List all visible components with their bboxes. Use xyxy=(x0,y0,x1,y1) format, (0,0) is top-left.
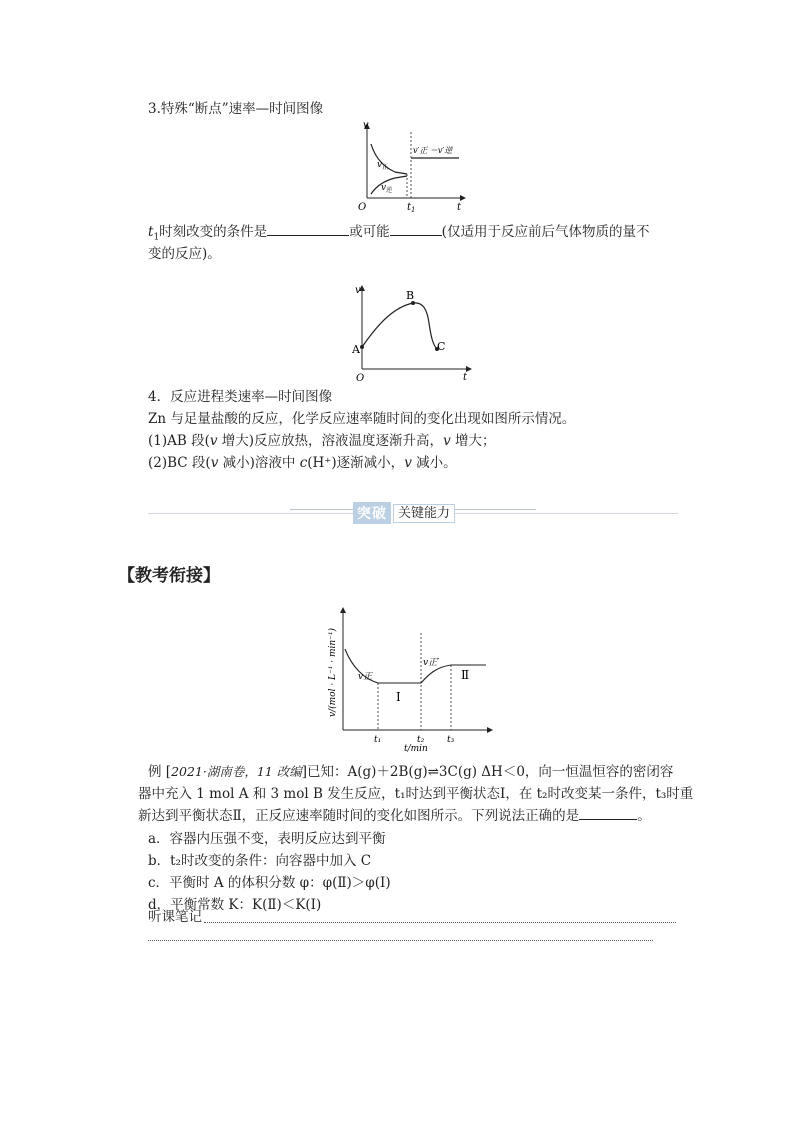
g1-t-label: t xyxy=(457,202,462,213)
banner xyxy=(353,503,455,523)
reaction-progress-graph xyxy=(345,283,475,383)
g3-state1: Ⅰ xyxy=(396,690,401,704)
banner-text: 关键能力 xyxy=(393,504,455,523)
g2-origin: O xyxy=(356,373,365,383)
g2-point-c: C xyxy=(437,340,446,353)
g1-origin: O xyxy=(358,202,367,213)
g3-v-forward: v正 xyxy=(358,672,373,682)
g2-point-a: A xyxy=(352,343,360,356)
example-line1: 例 [2021·湖南卷，11 改编]已知：A(g)＋2B(g)⇌3C(g) ΔH＜0，向一恒温恒容的密闭容 xyxy=(148,764,674,780)
rate-time-graph xyxy=(318,605,498,753)
g2-v-label: v xyxy=(355,285,361,296)
section3-question: $t_1$时刻改变的条件是 或可能 (仅适用于反应前后气体物质的量不 xyxy=(148,221,649,249)
option-a: a．容器内压强不变，表明反应达到平衡 xyxy=(148,831,386,847)
g2-point-b: B xyxy=(406,289,415,302)
g3-t2: t₂ xyxy=(417,735,425,745)
section-heading: 【教考衔接】 xyxy=(118,566,220,586)
g1-v-label: v xyxy=(363,120,369,131)
g1-v-forward: $v_正$ xyxy=(377,160,389,171)
breakpoint-graph xyxy=(355,120,470,215)
g3-t1: t₁ xyxy=(374,735,382,745)
g3-curve-phase1 xyxy=(345,649,421,683)
example-line2: 器中充入 1 mol A 和 3 mol B 发生反应，t₁时达到平衡状态Ⅰ，在 t₂时改变某一条件，t₃时重 xyxy=(138,786,694,802)
g1-t1: $t_1$ xyxy=(407,202,416,214)
notes-line-2[interactable] xyxy=(148,940,653,941)
example-line3: 新达到平衡状态Ⅱ，正反应速率随时间的变化如图所示。下列说法正确的是 。 xyxy=(138,805,651,827)
section4-item1: (1)AB 段(v 增大)反应放热，溶液温度逐渐升高，v 增大； xyxy=(148,433,496,449)
notes-line-1[interactable] xyxy=(204,922,676,923)
section4-title: 4．反应进程类速率—时间图像 xyxy=(148,389,333,405)
section4-item2: (2)BC 段(v 减小)溶液中 c(H⁺)逐渐减小，v 减小。 xyxy=(148,455,457,471)
section4-intro: Zn 与足量盐酸的反应，化学反应速率随时间的变化出现如图所示情况。 xyxy=(148,411,576,427)
option-d: d．平衡常数 K：K(Ⅱ)＜K(Ⅰ) xyxy=(148,897,322,913)
g2-t-label: t xyxy=(463,372,468,383)
g3-t3: t₃ xyxy=(447,735,455,745)
g3-ylabel: v/(mol · L⁻¹ · min⁻¹) xyxy=(328,627,338,717)
notes-label: 听课笔记 xyxy=(148,909,202,925)
section3-title: 3.特殊“断点”速率—时间图像 xyxy=(148,101,324,117)
g3-xlabel: t/min xyxy=(404,744,428,753)
g2-rate-curve xyxy=(362,303,437,349)
answer-blank-1[interactable] xyxy=(267,221,349,236)
g1-v-reverse: $v_逆$ xyxy=(381,183,393,194)
example-answer-blank[interactable] xyxy=(579,805,637,820)
banner-badge: 突破 xyxy=(353,502,391,524)
option-b: b．t₂时改变的条件：向容器中加入 C xyxy=(148,853,372,869)
section3-question-line2: 变的反应)。 xyxy=(148,246,221,262)
g3-state2: Ⅱ xyxy=(461,668,470,682)
option-c: c．平衡时 A 的体积分数 φ：φ(Ⅱ)＞φ(Ⅰ) xyxy=(148,875,391,891)
g3-v-forward-prime: v正′ xyxy=(423,658,440,668)
answer-blank-2[interactable] xyxy=(390,221,442,236)
g1-eq-label: v′正 ＝v′逆 xyxy=(413,146,453,155)
